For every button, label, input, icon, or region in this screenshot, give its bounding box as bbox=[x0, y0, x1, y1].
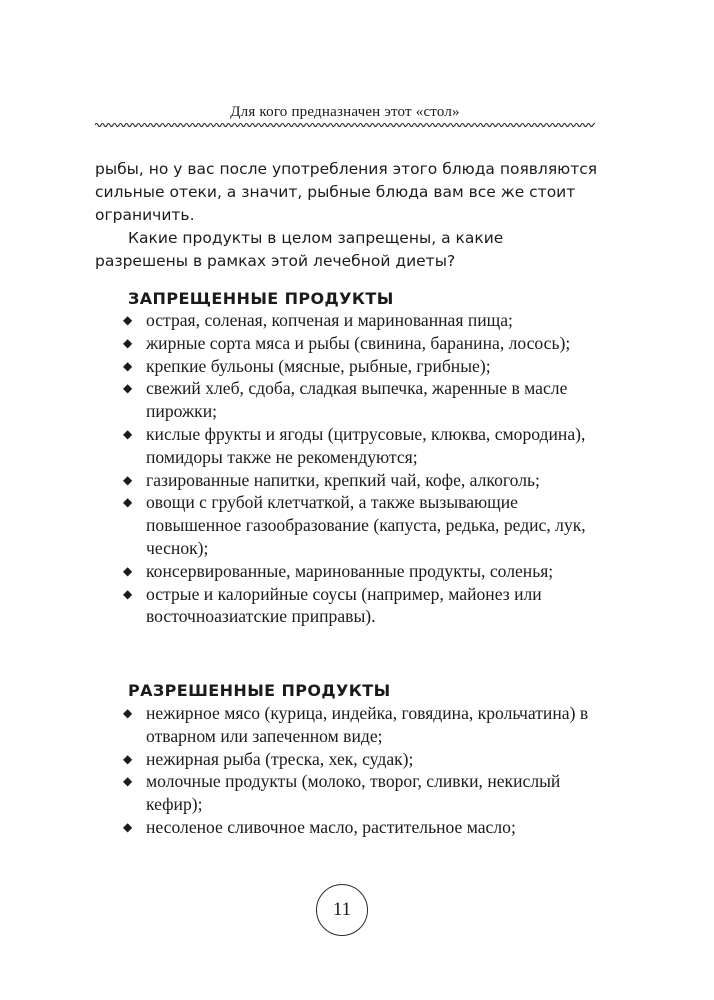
list-item bbox=[123, 583, 603, 629]
list-item-text: газированные напитки, крепкий чай, кофе, алкоголь; bbox=[146, 469, 540, 490]
page-number: 11 bbox=[316, 884, 368, 936]
intro-paragraph: рыбы, но у вас после употребления этого блюда появляются сильные отеки, а значит, рыбные блюда вам все же стоит ограничить. bbox=[95, 160, 598, 224]
list-item bbox=[123, 355, 603, 378]
running-header: Для кого предназначен этот «стол» bbox=[230, 104, 460, 120]
list-item-text: нежирное мясо (курица, индейка, говядина, крольчатина) в отварном или запеченном виде; bbox=[146, 703, 589, 746]
diamond-bullet-icon: ◆ bbox=[123, 819, 133, 834]
list-item-text: свежий хлеб, сдоба, сладкая выпечка, жаренные в масле пирожки; bbox=[146, 378, 568, 422]
intro-question: Какие продукты в целом запрещены, а какие разрешены в рамках этой лечебной диеты? bbox=[95, 229, 504, 270]
forbidden-products-heading: ЗАПРЕЩЕННЫЕ ПРОДУКТЫ bbox=[128, 289, 394, 308]
list-item bbox=[123, 702, 603, 748]
diamond-bullet-icon: ◆ bbox=[123, 381, 133, 396]
list-item bbox=[123, 748, 603, 771]
wavy-divider bbox=[95, 120, 595, 130]
diamond-bullet-icon: ◆ bbox=[123, 335, 133, 350]
diamond-bullet-icon: ◆ bbox=[123, 563, 133, 578]
list-item bbox=[123, 332, 603, 355]
diamond-bullet-icon: ◆ bbox=[123, 358, 133, 373]
list-item bbox=[123, 309, 603, 332]
list-item bbox=[123, 560, 603, 583]
list-item-text: молочные продукты (молоко, творог, сливки, некислый кефир); bbox=[146, 771, 561, 815]
diamond-bullet-icon: ◆ bbox=[123, 706, 133, 720]
intro-text bbox=[95, 158, 600, 273]
allowed-products-heading: РАЗРЕШЕННЫЕ ПРОДУКТЫ bbox=[128, 681, 391, 700]
diamond-bullet-icon: ◆ bbox=[123, 586, 133, 601]
list-item bbox=[123, 491, 603, 559]
list-item-text: крепкие бульоны (мясные, рыбные, грибные); bbox=[146, 355, 491, 376]
diamond-bullet-icon: ◆ bbox=[123, 313, 133, 327]
list-item bbox=[123, 770, 603, 816]
list-item-text: нежирная рыба (треска, хек, судак); bbox=[146, 748, 414, 769]
list-item bbox=[123, 816, 603, 839]
diamond-bullet-icon: ◆ bbox=[123, 472, 133, 487]
diamond-bullet-icon: ◆ bbox=[123, 426, 133, 441]
list-item bbox=[123, 423, 603, 469]
list-item bbox=[123, 377, 603, 423]
list-item-text: несоленое сливочное масло, растительное масло; bbox=[146, 816, 516, 837]
list-item bbox=[123, 469, 603, 492]
list-item-text: консервированные, маринованные продукты, соленья; bbox=[146, 560, 554, 581]
diamond-bullet-icon: ◆ bbox=[123, 774, 133, 789]
list-item-text: овощи с грубой клетчаткой, а также вызывающие повышенное газообразование (капуста, редька, редис, лук, чеснок); bbox=[146, 492, 586, 558]
allowed-products-list bbox=[123, 702, 603, 839]
diamond-bullet-icon: ◆ bbox=[123, 495, 133, 510]
forbidden-products-list bbox=[123, 309, 603, 628]
list-item-text: острая, соленая, копченая и маринованная пища; bbox=[146, 310, 513, 330]
diamond-bullet-icon: ◆ bbox=[123, 751, 133, 766]
list-item-text: кислые фрукты и ягоды (цитрусовые, клюква, смородина), помидоры также не рекомендуются; bbox=[146, 423, 586, 467]
list-item-text: острые и калорийные соусы (например, майонез или восточноазиатские приправы). bbox=[146, 583, 542, 627]
list-item-text: жирные сорта мяса и рыбы (свинина, баранина, лосось); bbox=[146, 332, 571, 353]
